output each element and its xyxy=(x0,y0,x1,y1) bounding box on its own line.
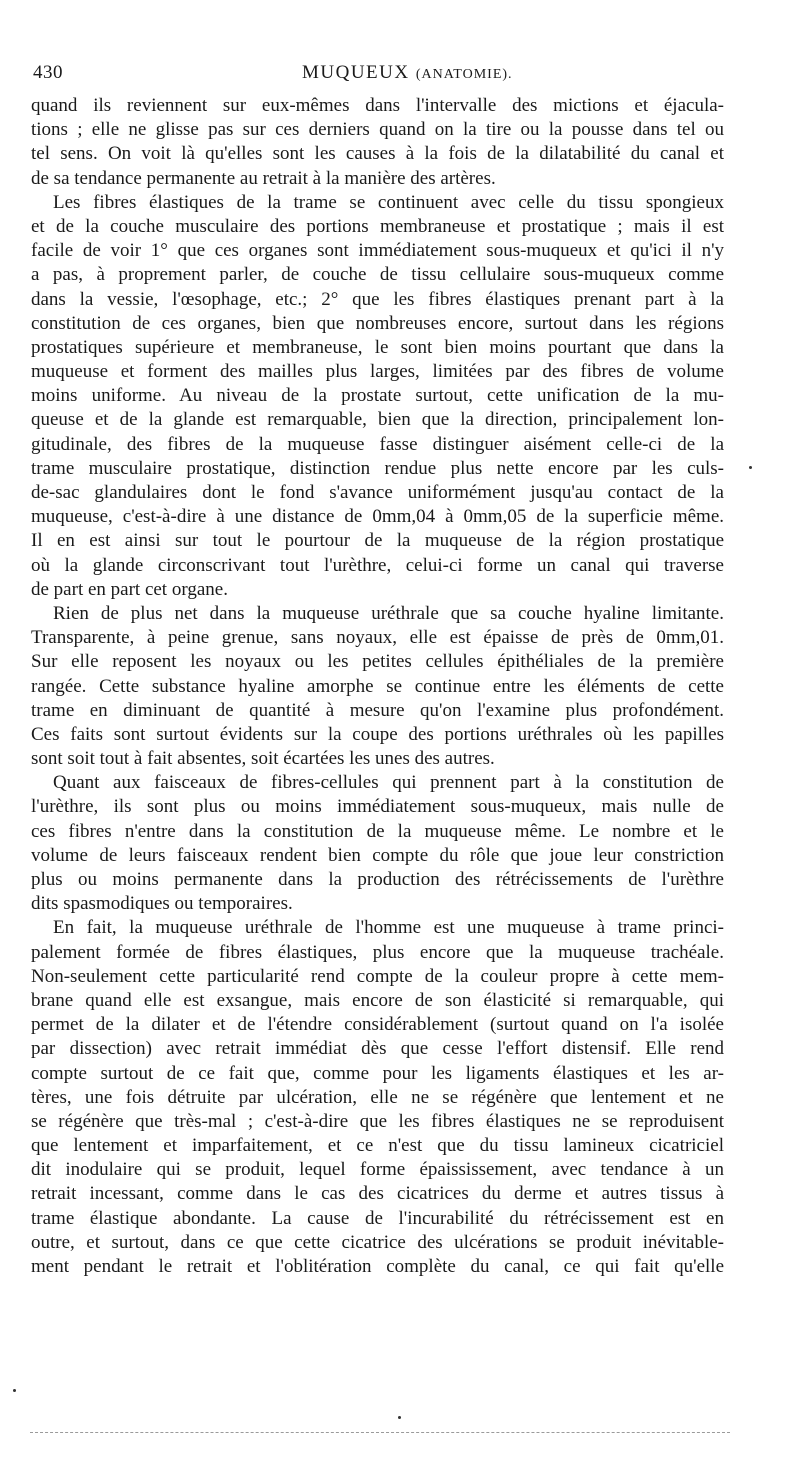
text-line: trame élastique abondante. La cause de l'incurabilité du rétrécissement est en xyxy=(31,1207,724,1229)
text-line: de part en part cet organe. xyxy=(31,578,228,600)
text-line: se régénère que très-mal ; c'est-à-dire que les fibres élastiques ne se reproduisent xyxy=(31,1110,724,1132)
text-line: Il en est ainsi sur tout le pourtour de la muqueuse de la région prostatique xyxy=(31,530,724,552)
text-line: compte surtout de ce fait que, comme pour les ligaments élastiques et les ar- xyxy=(31,1062,724,1084)
text-line: Non-seulement cette particularité rend compte de la couleur propre à cette mem- xyxy=(31,965,724,987)
margin-mark xyxy=(749,466,752,469)
text-line: Quant aux faisceaux de fibres-cellules qui prennent part à la constitution de xyxy=(53,772,724,794)
text-line: et de la couche musculaire des portions membraneuse et prostatique ; mais il est xyxy=(31,215,724,237)
text-line: tères, une fois détruite par ulcération, elle ne se régénère que lentement et ne xyxy=(31,1086,724,1108)
text-line: quand ils reviennent sur eux-mêmes dans l'intervalle des mictions et éjacula- xyxy=(31,95,724,116)
text-line: rangée. Cette substance hyaline amorphe se continue entre les éléments de cette xyxy=(31,675,724,697)
text-line: muqueuse et forment des mailles plus larges, limitées par des fibres de volume xyxy=(31,361,724,383)
text-line: dits spasmodiques ou temporaires. xyxy=(31,893,293,915)
text-line: que lentement et imparfaitement, et ce n'est que du tissu lamineux cicatriciel xyxy=(31,1135,724,1157)
text-line: trame en diminuant de quantité à mesure qu'on l'examine plus profondément. xyxy=(31,699,724,721)
margin-mark xyxy=(13,1389,16,1392)
text-line: constitution de ces organes, bien que nombreuses encore, surtout dans les régions xyxy=(31,312,724,334)
text-line: dans la vessie, l'œsophage, etc.; 2° que les fibres élastiques prenant part à la xyxy=(31,288,724,310)
text-line: muqueuse, c'est-à-dire à une distance de 0mm,04 à 0mm,05 de la superficie même. xyxy=(31,506,724,528)
text-line: Sur elle reposent les noyaux ou les petites cellules épithéliales de la première xyxy=(31,651,724,673)
page-header xyxy=(33,62,723,90)
text-line: ment pendant le retrait et l'oblitération complète du canal, ce qui fait qu'elle xyxy=(31,1256,724,1277)
text-line: Transparente, à peine grenue, sans noyaux, elle est épaisse de près de 0mm,01. xyxy=(31,627,724,649)
text-line: ces fibres n'entre dans la constitution de la muqueuse même. Le nombre et le xyxy=(31,820,724,842)
text-line: retrait incessant, comme dans le cas des cicatrices du derme et autres tissus à xyxy=(31,1183,724,1205)
text-line: l'urèthre, ils sont plus ou moins immédiatement sous-muqueux, mais nulle de xyxy=(31,796,724,818)
text-line: tel sens. On voit là qu'elles sont les causes à la fois de la dilatabilité du canal et xyxy=(31,143,724,165)
text-line: queuse et de la glande est remarquable, bien que la direction, principalement lon- xyxy=(31,409,724,431)
text-line: permet de la dilater et de l'étendre considérablement (surtout quand on l'a isolée xyxy=(31,1014,724,1036)
text-line: où la glande circonscrivant tout l'urèthre, celui-ci forme un canal qui traverse xyxy=(31,554,724,576)
running-head-subtitle: (ANATOMIE). xyxy=(415,67,513,82)
text-line: dit inodulaire qui se produit, lequel forme épaississement, avec tendance à un xyxy=(31,1159,724,1181)
text-line: a pas, à proprement parler, de couche de tissu cellulaire sous-muqueux comme xyxy=(31,264,724,286)
page-number: 430 xyxy=(33,62,63,83)
text-line: de sa tendance permanente au retrait à la manière des artères. xyxy=(31,167,496,189)
text-line: palement formée de fibres élastiques, plus encore que la muqueuse trachéale. xyxy=(31,941,724,963)
footer-rule xyxy=(30,1432,730,1433)
text-line: prostatiques supérieure et membraneuse, le sont bien moins pourtant que dans la xyxy=(31,336,724,358)
text-line: Les fibres élastiques de la trame se continuent avec celle du tissu spongieux xyxy=(53,191,724,213)
text-line: brane quand elle est exsangue, mais encore de son élasticité si remarquable, qui xyxy=(31,989,724,1011)
text-line: trame musculaire prostatique, distinction rendue plus nette encore par les culs- xyxy=(31,457,724,479)
body-text xyxy=(31,94,724,1279)
text-line: En fait, la muqueuse uréthrale de l'homme est une muqueuse à trame princi- xyxy=(53,917,724,939)
text-line: Ces faits sont surtout évidents sur la coupe des portions uréthrales où les papilles xyxy=(31,723,724,745)
text-line: par dissection) avec retrait immédiat dès que cesse l'effort distensif. Elle rend xyxy=(31,1038,724,1060)
text-line: Rien de plus net dans la muqueuse uréthrale que sa couche hyaline limitante. xyxy=(53,602,724,624)
text-line: plus ou moins permanente dans la production des rétrécissements de l'urèthre xyxy=(31,869,724,890)
text-line: sont soit tout à fait absentes, soit écartées les unes des autres. xyxy=(31,748,495,770)
text-line: facile de voir 1° que ces organes sont immédiatement sous-muqueux et qu'ici il n'y xyxy=(31,240,724,262)
text-line: gitudinale, des fibres de la muqueuse fasse distinguer aisément celle-ci de la xyxy=(31,433,724,455)
margin-mark xyxy=(398,1416,401,1419)
text-line: outre, et surtout, dans ce que cette cicatrice des ulcérations se produit inévitable- xyxy=(31,1231,724,1253)
text-line: volume de leurs faisceaux rendent bien compte du rôle que joue leur constriction xyxy=(31,844,724,866)
running-head-title: MUQUEUX xyxy=(302,62,410,83)
text-line: de-sac glandulaires dont le fond s'avance uniformément jusqu'au contact de la xyxy=(31,482,724,503)
text-line: tions ; elle ne glisse pas sur ces derniers quand on la tire ou la pousse dans tel ou xyxy=(31,119,724,141)
text-line: moins uniforme. Au niveau de la prostate surtout, cette unification de la mu- xyxy=(31,385,724,407)
running-head xyxy=(302,62,513,84)
